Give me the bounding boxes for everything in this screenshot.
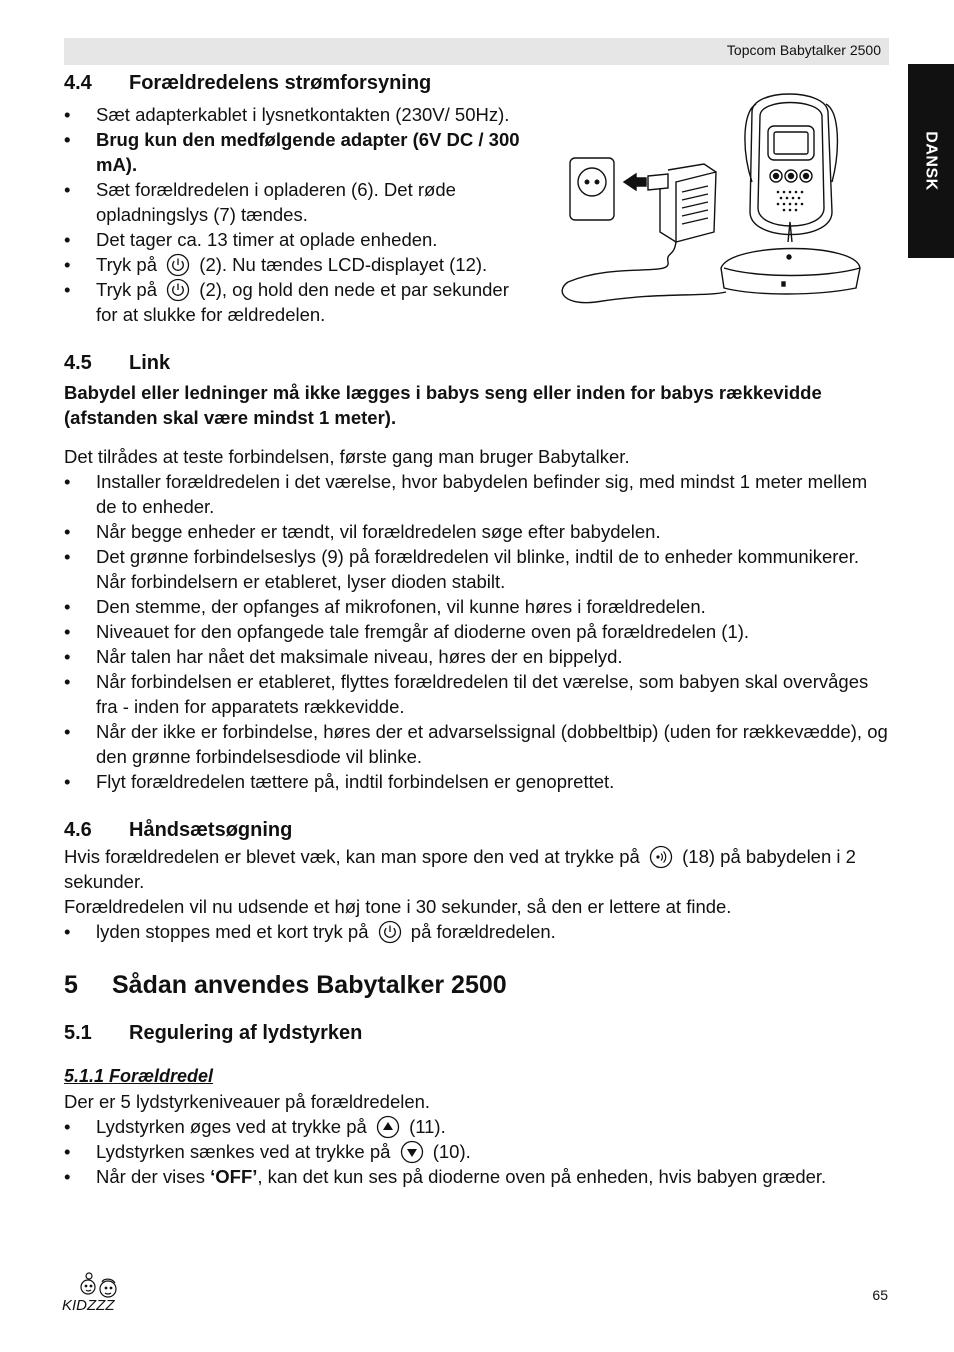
- section-4-4-heading: 4.4 Forældredelens strømforsyning: [64, 72, 432, 94]
- power-icon: [166, 278, 190, 302]
- volume-up-icon: [376, 1115, 400, 1139]
- power-icon: [378, 920, 402, 944]
- list-item: • Når talen har nået det maksimale niveau, høres der en bippelyd.: [64, 644, 890, 669]
- section-5-1-heading: 5.1 Regulering af lydstyrken: [64, 1022, 363, 1044]
- list-item: • lyden stoppes med et kort tryk på på forældredelen.: [64, 919, 890, 944]
- page-number: 65: [872, 1287, 888, 1303]
- section-4-5-list: [64, 469, 890, 794]
- link-warning: Babydel eller ledninger må ikke lægges i babys seng eller inden for babys rækkevidde (afstanden skal være mindst 1 meter).: [64, 382, 822, 428]
- list-item: • Det grønne forbindelseslys (9) på forældredelen vil blinke, indtil de to enheder kommunikerer. Når forbindelsern er etableret, lyser dioden stabilt.: [64, 544, 890, 594]
- section-4-4-list: [64, 102, 534, 327]
- section-4-5-heading: 4.5 Link: [64, 352, 171, 374]
- section-4-6-list: [64, 919, 890, 944]
- volume-intro: Der er 5 lydstyrkeniveauer på forældredelen.: [64, 1091, 431, 1112]
- paging-tone-paragraph: Forældredelen vil nu udsende et høj tone i 30 sekunder, så den er lettere at finde.: [64, 896, 732, 917]
- header-bar: [64, 38, 889, 65]
- subsection-5-1-1-heading: 5.1.1 Forældredel: [64, 1066, 214, 1086]
- language-tab: [908, 64, 954, 258]
- list-item: • Sæt forældredelen i opladeren (6). Det røde opladningslys (7) tændes.: [64, 177, 534, 227]
- section-5-1-list: [64, 1114, 890, 1189]
- list-item: • Flyt forældredelen tættere på, indtil forbindelsen er genoprettet.: [64, 769, 890, 794]
- section-4-6-heading: 4.6 Håndsætsøgning: [64, 819, 293, 841]
- list-item: • Niveauet for den opfangede tale fremgår af dioderne oven på forældredelen (1).: [64, 619, 890, 644]
- link-intro: Det tilrådes at teste forbindelsen, første gang man bruger Babytalker.: [64, 446, 630, 467]
- list-item: • Tryk på (2), og hold den nede et par sekunder for at slukke for ældredelen.: [64, 277, 534, 327]
- list-item: • Når forbindelsen er etableret, flyttes forældredelen til det værelse, som babyen skal overvåges fra - inden for apparatets rækkevidde.: [64, 669, 890, 719]
- list-item: • Installer forældredelen i det værelse, hvor babydelen befinder sig, med mindst 1 meter mellem de to enheder.: [64, 469, 890, 519]
- paging-icon: [649, 845, 673, 869]
- logo-text: KIDZZZ: [62, 1297, 115, 1314]
- list-item: • Tryk på (2). Nu tændes LCD-displayet (12).: [64, 252, 534, 277]
- list-item: • Når begge enheder er tændt, vil forældredelen søge efter babydelen.: [64, 519, 890, 544]
- list-item: • Lydstyrken sænkes ved at trykke på (10).: [64, 1139, 890, 1164]
- page-content: [64, 68, 890, 1189]
- paging-paragraph: Hvis forældredelen er blevet væk, kan man spore den ved at trykke på (18) på babydelen i 2 sekunder.: [64, 846, 856, 892]
- chapter-5-heading: 5 Sådan anvendes Babytalker 2500: [64, 971, 507, 999]
- power-icon: [166, 253, 190, 277]
- list-item: • Når der vises ‘OFF’, kan det kun ses på dioderne oven på enheden, hvis babyen græder.: [64, 1164, 890, 1189]
- list-item: • Sæt adapterkablet i lysnetkontakten (230V/ 50Hz).: [64, 102, 534, 127]
- kidzzz-logo: [60, 1272, 136, 1316]
- list-item: • Lydstyrken øges ved at trykke på (11).: [64, 1114, 890, 1139]
- language-tab-label: DANSK: [922, 131, 940, 191]
- header-title: Topcom Babytalker 2500: [726, 42, 881, 58]
- list-item: • Når der ikke er forbindelse, høres der et advarselssignal (dobbeltbip) (uden for rækkevædde), og den grønne forbindelsesdiode vil blinke.: [64, 719, 890, 769]
- list-item: • Brug kun den medfølgende adapter (6V DC / 300 mA).: [64, 127, 534, 177]
- list-item: • Den stemme, der opfanges af mikrofonen, vil kunne høres i forældredelen.: [64, 594, 890, 619]
- volume-down-icon: [400, 1140, 424, 1164]
- list-item: • Det tager ca. 13 timer at oplade enheden.: [64, 227, 534, 252]
